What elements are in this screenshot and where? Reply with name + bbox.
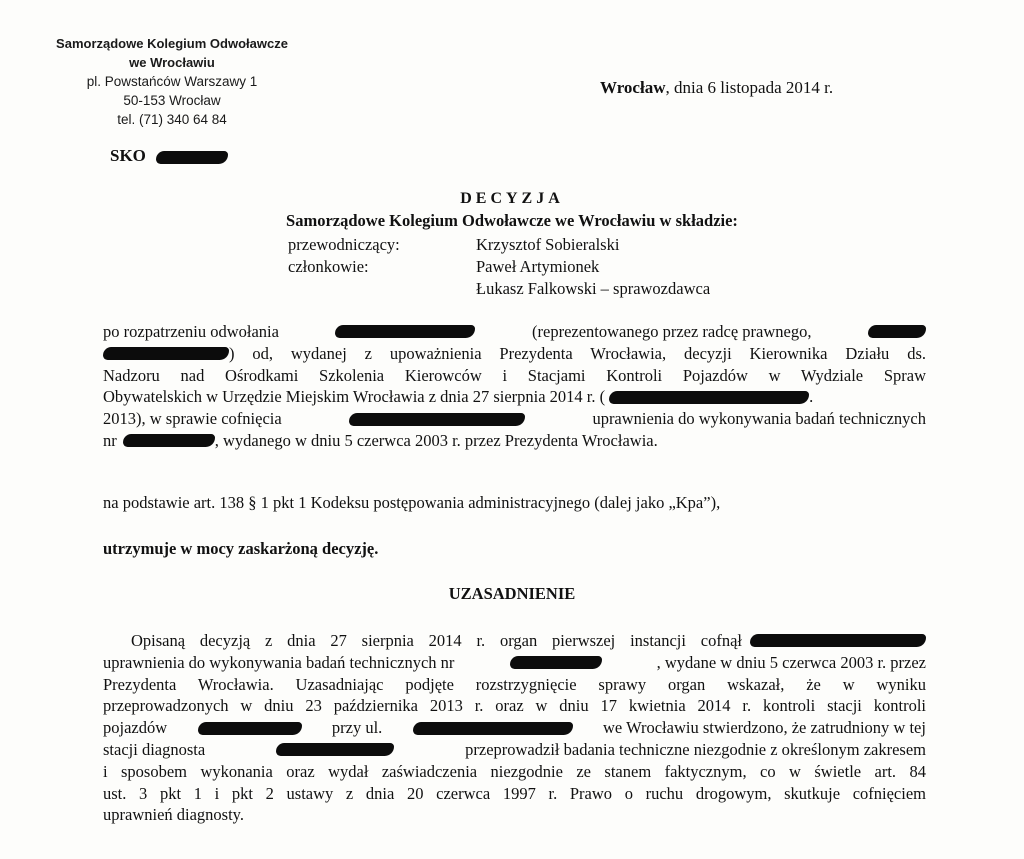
text-line: Prezydenta Wrocławia. Uzasadniając podjęte rozstrzygnięcie sprawy organ wskazał, że w wyniku [103, 674, 926, 694]
text-line: i sposobem wykonania oraz wydał zaświadczenia niezgodnie ze stanem faktycznym, co w świetle art. 84 [103, 761, 926, 781]
text-line: Obywatelskich w Urzędzie Miejskim Wrocławia z dnia 27 sierpnia 2014 r. ( . [103, 387, 814, 407]
place: Wrocław [600, 78, 666, 97]
text-line: po rozpatrzeniu odwołania (reprezentowanego przez radcę prawnego, [103, 321, 926, 343]
member-row [288, 256, 710, 278]
text-line: uprawnienia do wykonywania badań technicznych nr , wydane w dniu 5 czerwca 2003 r. przez [103, 652, 926, 672]
legal-basis: na podstawie art. 138 § 1 pkt 1 Kodeksu postępowania administracyjnego (dalej jako „Kpa”), [103, 493, 721, 512]
redaction-mark [750, 634, 926, 647]
text-line: stacji diagnosta przeprowadził badania techniczne niezgodnie z określonym zakresem [103, 739, 926, 759]
chair-label: przewodniczący: [288, 235, 400, 254]
member-name: Paweł Artymionek [476, 257, 600, 276]
case-reference [110, 146, 228, 166]
member-row [288, 278, 710, 300]
issuer-name: Samorządowe Kolegium Odwoławcze [56, 36, 288, 51]
members-label: członkowie: [288, 257, 369, 276]
redaction-mark [510, 656, 602, 669]
text-line: Opisaną decyzją z dnia 27 sierpnia 2014 r. organ pierwszej instancji cofnął [103, 630, 926, 652]
redaction-mark [609, 391, 809, 404]
chair-name: Krzysztof Sobieralski [476, 235, 620, 254]
redaction-mark [868, 325, 926, 338]
board-heading: Samorządowe Kolegium Odwoławcze we Wrocławiu w składzie: [286, 211, 738, 230]
member-name: Łukasz Falkowski – sprawozdawca [476, 279, 711, 298]
date: , dnia 6 listopada 2014 r. [665, 78, 834, 97]
redaction-mark [198, 722, 302, 735]
text-line: uprawnień diagnosty. [103, 805, 244, 825]
text-line: 2013), w sprawie cofnięcia uprawnienia do wykonywania badań technicznych [103, 409, 926, 429]
text-line: Nadzoru nad Ośrodkami Szkolenia Kierowców i Stacjami Kontroli Pojazdów w Wydziale Spraw [103, 365, 926, 385]
issuer-stamp [52, 34, 292, 129]
chair-row [288, 234, 710, 256]
redaction-mark [335, 325, 475, 338]
redaction-mark [156, 151, 228, 164]
issuer-postcode: 50-153 Wrocław [123, 93, 221, 108]
text-line: przeprowadzonych w dniu 23 października 2013 r. oraz w dniu 17 kwietnia 2014 r. kontroli stacji kontroli [103, 696, 926, 716]
justification-heading: UZASADNIENIE [448, 584, 576, 603]
text-line: nr , wydanego w dniu 5 czerwca 2003 r. przez Prezydenta Wrocławia. [103, 430, 658, 450]
redaction-mark [123, 434, 215, 447]
redaction-mark [413, 722, 573, 735]
issuer-phone: tel. (71) 340 64 84 [117, 112, 227, 127]
text-line: ) od, wydanej z upoważnienia Prezydenta Wrocławia, decyzji Kierownika Działu ds. [103, 343, 926, 365]
issuer-city: we Wrocławiu [129, 55, 215, 70]
redaction-mark [103, 347, 229, 360]
justification-paragraph [103, 630, 926, 826]
redaction-mark [349, 413, 525, 426]
redaction-mark [276, 743, 394, 756]
appeal-paragraph [103, 321, 926, 452]
case-prefix: SKO [110, 146, 146, 165]
text-line: ust. 3 pkt 1 i pkt 2 ustawy z dnia 20 czerwca 1997 r. Prawo o ruchu drogowym, skutkuje cofnięciem [103, 783, 926, 803]
place-date [600, 78, 833, 98]
board-composition [288, 234, 710, 300]
decision-title: DECYZJA [460, 190, 564, 207]
text-line: pojazdów przy ul. we Wrocławiu stwierdzono, że zatrudniony w tej [103, 718, 926, 738]
issuer-street: pl. Powstańców Warszawy 1 [86, 74, 258, 89]
ruling: utrzymuje w mocy zaskarżoną decyzję. [103, 539, 379, 558]
